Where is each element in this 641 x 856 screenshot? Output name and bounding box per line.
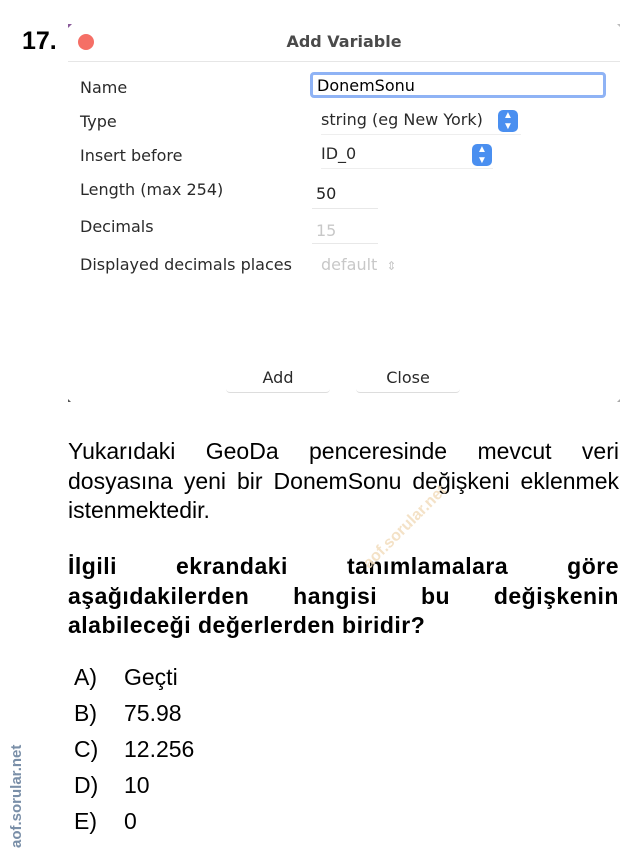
close-button[interactable]: Close <box>356 366 460 393</box>
answer-option-d[interactable] <box>74 772 150 799</box>
insert-before-value: ID_0 <box>321 144 357 163</box>
option-text: 0 <box>124 808 137 834</box>
option-letter: E) <box>74 808 97 834</box>
question-prompt: İlgili ekrandaki tanımlamalara göre aşağıdakilerden hangisi bu değişkenin alabileceği değerlerden biridir? <box>68 553 619 638</box>
option-text: 75.98 <box>124 700 182 726</box>
title-bar <box>68 24 620 62</box>
option-text: 10 <box>124 772 150 798</box>
answer-option-c[interactable] <box>74 736 194 763</box>
window-corner-mark <box>617 399 620 402</box>
add-variable-dialog <box>68 24 620 402</box>
diagonal-watermark: aof.sorular.net <box>360 482 450 573</box>
option-text: Geçti <box>124 664 178 690</box>
side-watermark: aof.sorular.net <box>8 744 25 848</box>
name-input[interactable] <box>310 72 606 98</box>
question-stem: Yukarıdaki GeoDa penceresinde mevcut veri dosyasına yeni bir DonemSonu değişkeni eklenmek istenmektedir. <box>68 438 619 523</box>
displayed-decimals-label: Displayed decimals places <box>80 255 292 274</box>
insert-before-label: Insert before <box>80 146 183 165</box>
option-letter: D) <box>74 772 99 798</box>
type-label: Type <box>80 112 117 131</box>
window-corner-mark <box>68 399 71 402</box>
type-select[interactable] <box>321 110 521 135</box>
dialog-title: Add Variable <box>286 32 402 51</box>
question-number: 17. <box>22 27 57 55</box>
option-letter: B) <box>74 700 97 726</box>
type-stepper-icon[interactable]: ▲ ▼ <box>498 110 518 132</box>
decimals-label: Decimals <box>80 217 154 236</box>
answer-option-b[interactable] <box>74 700 182 727</box>
displayed-decimals-select[interactable] <box>321 255 406 277</box>
decimals-input[interactable]: 15 <box>312 221 378 244</box>
displayed-decimals-value: default <box>321 255 378 274</box>
name-label: Name <box>80 78 128 97</box>
option-letter: A) <box>74 664 97 690</box>
answer-option-a[interactable] <box>74 664 178 691</box>
updown-chevron-icon: ⇕ <box>386 259 397 273</box>
add-button[interactable]: Add <box>226 366 330 393</box>
insert-before-select[interactable] <box>321 144 493 169</box>
option-text: 12.256 <box>124 736 195 762</box>
answer-option-e[interactable] <box>74 808 137 835</box>
insert-before-stepper-icon[interactable]: ▲ ▼ <box>472 144 492 166</box>
type-select-value: string (eg New York) <box>321 110 483 129</box>
length-label: Length (max 254) <box>80 180 224 199</box>
length-input[interactable]: 50 <box>312 184 378 209</box>
option-letter: C) <box>74 736 99 762</box>
